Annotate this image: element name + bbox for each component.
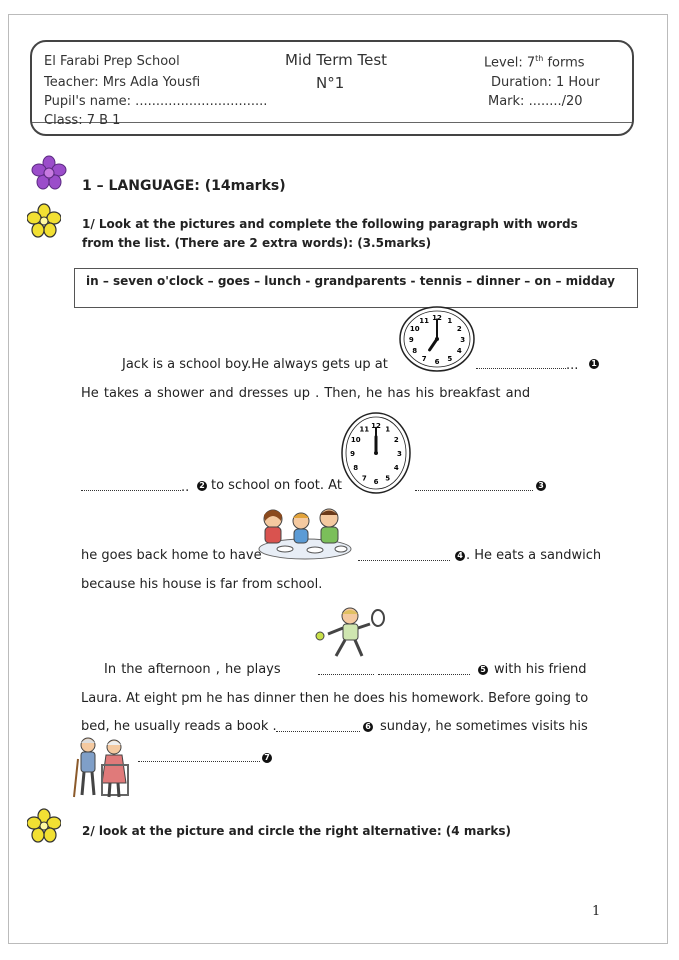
clock-number: 5	[447, 354, 453, 363]
clock-number: 9	[408, 336, 414, 344]
marker-4: 4	[455, 551, 465, 561]
paragraph-line-1: Jack is a school boy.He always gets up at	[122, 357, 388, 372]
mark-field: Mark: ......../20	[488, 94, 583, 109]
header-divider	[32, 122, 632, 123]
paragraph-line-4a: he goes back home to have	[81, 548, 262, 563]
clock-number: 11	[419, 317, 430, 326]
blank-2[interactable]	[81, 478, 189, 495]
teacher-name: Teacher: Mrs Adla Yousfi	[44, 75, 201, 90]
level	[484, 54, 585, 70]
section-title: 1 – LANGUAGE: (14marks)	[82, 178, 286, 194]
marker-3: 3	[536, 481, 546, 491]
level-suffix: forms	[543, 55, 585, 71]
clock-number: 9	[350, 450, 356, 458]
clock-midday-icon	[340, 412, 412, 494]
clock-number: 8	[412, 346, 418, 355]
clock-number: 5	[385, 474, 391, 483]
clock-number: 12	[371, 421, 381, 430]
clock-number: 10	[350, 435, 361, 444]
family-lunch-picture	[255, 505, 355, 563]
marker-2: 2	[197, 481, 207, 491]
paragraph-line-2: He takes a shower and dresses up . Then, he has his breakfast and	[81, 386, 531, 401]
marker-6: 6	[363, 722, 373, 732]
clock-seven-icon	[398, 306, 476, 372]
paragraph-line-8a: bed, he usually reads a book .	[81, 719, 277, 734]
paragraph-line-4b: . He eats a sandwich	[466, 548, 602, 563]
test-title: Mid Term Test	[285, 51, 388, 69]
paragraph-line-3: to school on foot. At	[211, 478, 342, 493]
blank-1[interactable]	[476, 356, 578, 373]
blank-1-dots: ...	[566, 358, 579, 373]
clock-number: 4	[456, 346, 462, 355]
paragraph-line-6a: In the afternoon , he plays	[104, 662, 281, 677]
level-sup: th	[535, 54, 544, 63]
clock-number: 6	[434, 357, 440, 366]
exercise1-instruction-line1: 1/ Look at the pictures and complete the following paragraph with words	[82, 217, 578, 231]
word-list: in – seven o'clock – goes – lunch - grandparents - tennis – dinner – on – midday	[86, 274, 615, 288]
clock-number: 6	[373, 478, 379, 487]
clock-number: 8	[353, 464, 359, 473]
marker-5: 5	[478, 665, 488, 675]
marker-7: 7	[262, 753, 272, 763]
paragraph-line-8b: sunday, he sometimes visits his	[380, 719, 588, 734]
blank-7[interactable]	[138, 749, 260, 766]
blank-6[interactable]	[276, 719, 360, 736]
clock-number: 2	[393, 435, 399, 444]
blank-3[interactable]	[415, 478, 533, 495]
clock-number: 11	[359, 425, 370, 434]
purple-flower-icon	[31, 155, 67, 191]
duration: Duration: 1 Hour	[491, 75, 600, 90]
clock-number: 7	[361, 474, 367, 483]
grandparents-picture	[70, 735, 134, 803]
clock-number: 2	[456, 325, 462, 334]
clock-number: 4	[393, 464, 399, 473]
clock-number: 7	[421, 354, 427, 363]
page-number: 1	[592, 904, 601, 919]
blank-2-dots: ..	[181, 480, 190, 495]
paragraph-line-7: Laura. At eight pm he has dinner then he does his homework. Before going to	[81, 691, 589, 706]
test-number: N°1	[316, 74, 345, 92]
blank-4[interactable]	[358, 548, 450, 565]
exercise2-instruction: 2/ look at the picture and circle the right alternative: (4 marks)	[82, 824, 511, 838]
exercise1-instruction-line2: from the list. (There are 2 extra words): (3.5marks)	[82, 236, 432, 250]
level-label: Level: 7	[484, 55, 536, 71]
clock-number: 3	[460, 336, 466, 344]
blank-5[interactable]	[318, 662, 470, 679]
clock-number: 10	[409, 325, 420, 334]
clock-number: 3	[396, 450, 402, 458]
paragraph-line-6b: with his friend	[494, 662, 587, 677]
clock-number: 12	[432, 314, 442, 323]
tennis-player-picture	[312, 606, 386, 664]
paragraph-line-5: because his house is far from school.	[81, 577, 323, 592]
yellow-flower-icon	[27, 203, 61, 239]
school-name: El Farabi Prep School	[44, 54, 180, 69]
pupil-name-field[interactable]: Pupil's name: ................................	[44, 94, 268, 109]
yellow-flower-icon	[27, 808, 61, 844]
clock-number: 1	[447, 317, 453, 326]
clock-number: 1	[385, 425, 391, 434]
marker-1: 1	[589, 359, 599, 369]
class-label: Class: 7 B 1	[44, 113, 121, 128]
